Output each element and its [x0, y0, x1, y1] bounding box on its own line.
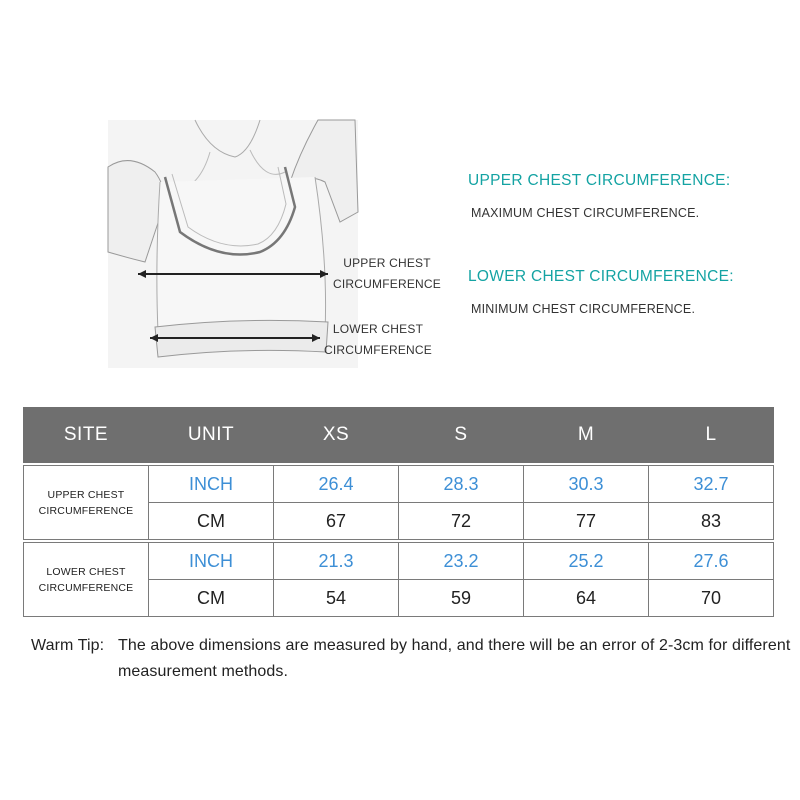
- upper-chest-definition-title: UPPER CHEST CIRCUMFERENCE:: [468, 172, 731, 189]
- value-cell: 70: [649, 580, 774, 617]
- warm-tip-label: Warm Tip:: [31, 637, 105, 654]
- value-cell: 28.3: [399, 466, 524, 503]
- lower-chest-definition-title: LOWER CHEST CIRCUMFERENCE:: [468, 268, 734, 285]
- value-cell: 67: [274, 503, 399, 540]
- site-label-line2: CIRCUMFERENCE: [38, 504, 134, 517]
- header-site: SITE: [24, 408, 149, 463]
- value-cell: 72: [399, 503, 524, 540]
- value-cell: 27.6: [649, 543, 774, 580]
- unit-inch: INCH: [149, 543, 274, 580]
- lower-chest-label-line2: CIRCUMFERENCE: [324, 343, 432, 357]
- header-size-s: S: [399, 408, 524, 463]
- size-chart-table: [23, 407, 774, 617]
- value-cell: 77: [524, 503, 649, 540]
- site-lower-chest: [24, 543, 149, 617]
- upper-chest-label-line2: CIRCUMFERENCE: [333, 277, 441, 291]
- table-row: [24, 543, 774, 580]
- value-cell: 26.4: [274, 466, 399, 503]
- table-row: [24, 466, 774, 503]
- unit-cm: CM: [149, 503, 274, 540]
- header-size-xs: XS: [274, 408, 399, 463]
- value-cell: 25.2: [524, 543, 649, 580]
- site-label-line1: LOWER CHEST: [46, 565, 126, 578]
- bra-illustration: [100, 112, 460, 372]
- site-label-line2: CIRCUMFERENCE: [38, 581, 134, 594]
- upper-chest-definition-desc: MAXIMUM CHEST CIRCUMFERENCE.: [471, 206, 700, 220]
- warm-tip-body: The above dimensions are measured by hand, and there will be an error of 2-3cm for different measurement methods.: [118, 637, 791, 680]
- header-size-l: L: [649, 408, 774, 463]
- value-cell: 83: [649, 503, 774, 540]
- site-label-line1: UPPER CHEST: [47, 488, 125, 501]
- unit-cm: CM: [149, 580, 274, 617]
- header-size-m: M: [524, 408, 649, 463]
- value-cell: 64: [524, 580, 649, 617]
- upper-chest-label-line1: UPPER CHEST: [343, 256, 431, 270]
- unit-inch: INCH: [149, 466, 274, 503]
- lower-chest-definition-desc: MINIMUM CHEST CIRCUMFERENCE.: [471, 302, 696, 316]
- value-cell: 21.3: [274, 543, 399, 580]
- value-cell: 59: [399, 580, 524, 617]
- value-cell: 54: [274, 580, 399, 617]
- value-cell: 23.2: [399, 543, 524, 580]
- lower-chest-label-line1: LOWER CHEST: [332, 322, 424, 336]
- site-upper-chest: [24, 466, 149, 540]
- value-cell: 30.3: [524, 466, 649, 503]
- value-cell: 32.7: [649, 466, 774, 503]
- upper-chest-measure-label: [322, 253, 452, 295]
- table-header-row: [24, 408, 774, 463]
- warm-tip: [31, 633, 791, 685]
- header-unit: UNIT: [149, 408, 274, 463]
- lower-chest-measure-label: [313, 319, 443, 361]
